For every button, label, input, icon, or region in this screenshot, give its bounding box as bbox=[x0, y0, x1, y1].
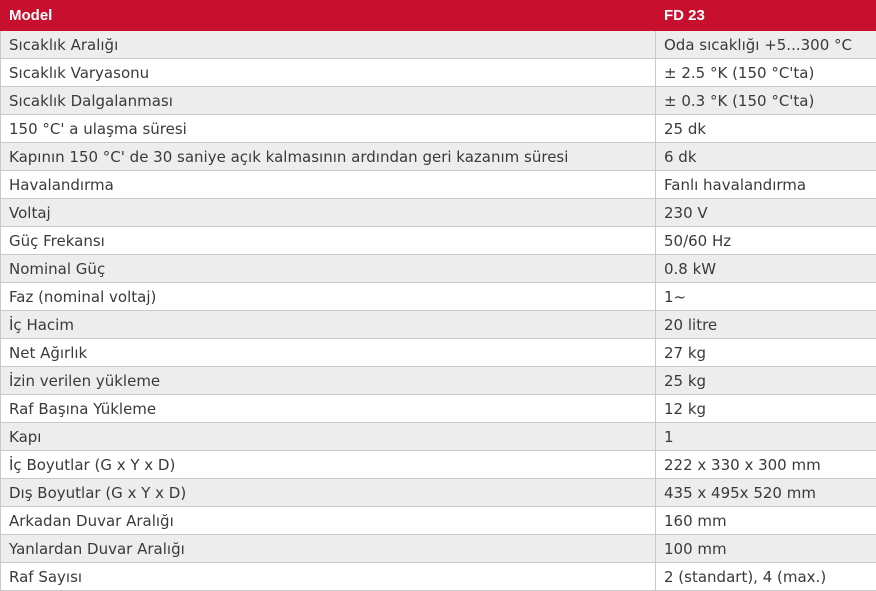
spec-label: İç Boyutlar (G x Y x D) bbox=[1, 451, 656, 479]
spec-value: 20 litre bbox=[656, 311, 876, 339]
spec-value: 27 kg bbox=[656, 339, 876, 367]
spec-value: 12 kg bbox=[656, 395, 876, 423]
table-row bbox=[1, 367, 876, 395]
table-row bbox=[1, 507, 876, 535]
spec-label: Kapı bbox=[1, 423, 656, 451]
spec-label: Sıcaklık Aralığı bbox=[1, 31, 656, 59]
table-row bbox=[1, 311, 876, 339]
spec-label: Güç Frekansı bbox=[1, 227, 656, 255]
spec-value: 6 dk bbox=[656, 143, 876, 171]
spec-label: Arkadan Duvar Aralığı bbox=[1, 507, 656, 535]
spec-value: 1 bbox=[656, 423, 876, 451]
table-row bbox=[1, 87, 876, 115]
spec-value: ± 0.3 °K (150 °C'ta) bbox=[656, 87, 876, 115]
table-row bbox=[1, 535, 876, 563]
spec-value: 2 (standart), 4 (max.) bbox=[656, 563, 876, 591]
header-model-value: FD 23 bbox=[656, 1, 876, 31]
table-row bbox=[1, 423, 876, 451]
spec-value: 100 mm bbox=[656, 535, 876, 563]
spec-label: 150 °C' a ulaşma süresi bbox=[1, 115, 656, 143]
spec-label: Voltaj bbox=[1, 199, 656, 227]
spec-value: 25 kg bbox=[656, 367, 876, 395]
table-row bbox=[1, 115, 876, 143]
header-label: Model bbox=[1, 1, 656, 31]
spec-value: 160 mm bbox=[656, 507, 876, 535]
table-row bbox=[1, 479, 876, 507]
spec-label: Yanlardan Duvar Aralığı bbox=[1, 535, 656, 563]
spec-label: Havalandırma bbox=[1, 171, 656, 199]
spec-value: 230 V bbox=[656, 199, 876, 227]
spec-label: Raf Başına Yükleme bbox=[1, 395, 656, 423]
table-row bbox=[1, 283, 876, 311]
table-row bbox=[1, 255, 876, 283]
spec-value: Fanlı havalandırma bbox=[656, 171, 876, 199]
table-row bbox=[1, 563, 876, 591]
table-row bbox=[1, 227, 876, 255]
spec-label: Sıcaklık Dalgalanması bbox=[1, 87, 656, 115]
spec-value: 222 x 330 x 300 mm bbox=[656, 451, 876, 479]
spec-label: Faz (nominal voltaj) bbox=[1, 283, 656, 311]
table-row bbox=[1, 171, 876, 199]
table-row bbox=[1, 31, 876, 59]
spec-label: Nominal Güç bbox=[1, 255, 656, 283]
spec-label: İzin verilen yükleme bbox=[1, 367, 656, 395]
spec-label: Dış Boyutlar (G x Y x D) bbox=[1, 479, 656, 507]
table-header-row bbox=[1, 1, 876, 31]
table-row bbox=[1, 395, 876, 423]
spec-label: İç Hacim bbox=[1, 311, 656, 339]
spec-value: ± 2.5 °K (150 °C'ta) bbox=[656, 59, 876, 87]
spec-label: Raf Sayısı bbox=[1, 563, 656, 591]
table-row bbox=[1, 451, 876, 479]
table-row bbox=[1, 143, 876, 171]
spec-value: 0.8 kW bbox=[656, 255, 876, 283]
table-row bbox=[1, 59, 876, 87]
spec-value: 1~ bbox=[656, 283, 876, 311]
spec-label: Net Ağırlık bbox=[1, 339, 656, 367]
spec-label: Sıcaklık Varyasonu bbox=[1, 59, 656, 87]
spec-value: 435 x 495x 520 mm bbox=[656, 479, 876, 507]
table-row bbox=[1, 199, 876, 227]
spec-value: 25 dk bbox=[656, 115, 876, 143]
spec-label: Kapının 150 °C' de 30 saniye açık kalmasının ardından geri kazanım süresi bbox=[1, 143, 656, 171]
table-row bbox=[1, 339, 876, 367]
spec-value: Oda sıcaklığı +5...300 °C bbox=[656, 31, 876, 59]
spec-value: 50/60 Hz bbox=[656, 227, 876, 255]
